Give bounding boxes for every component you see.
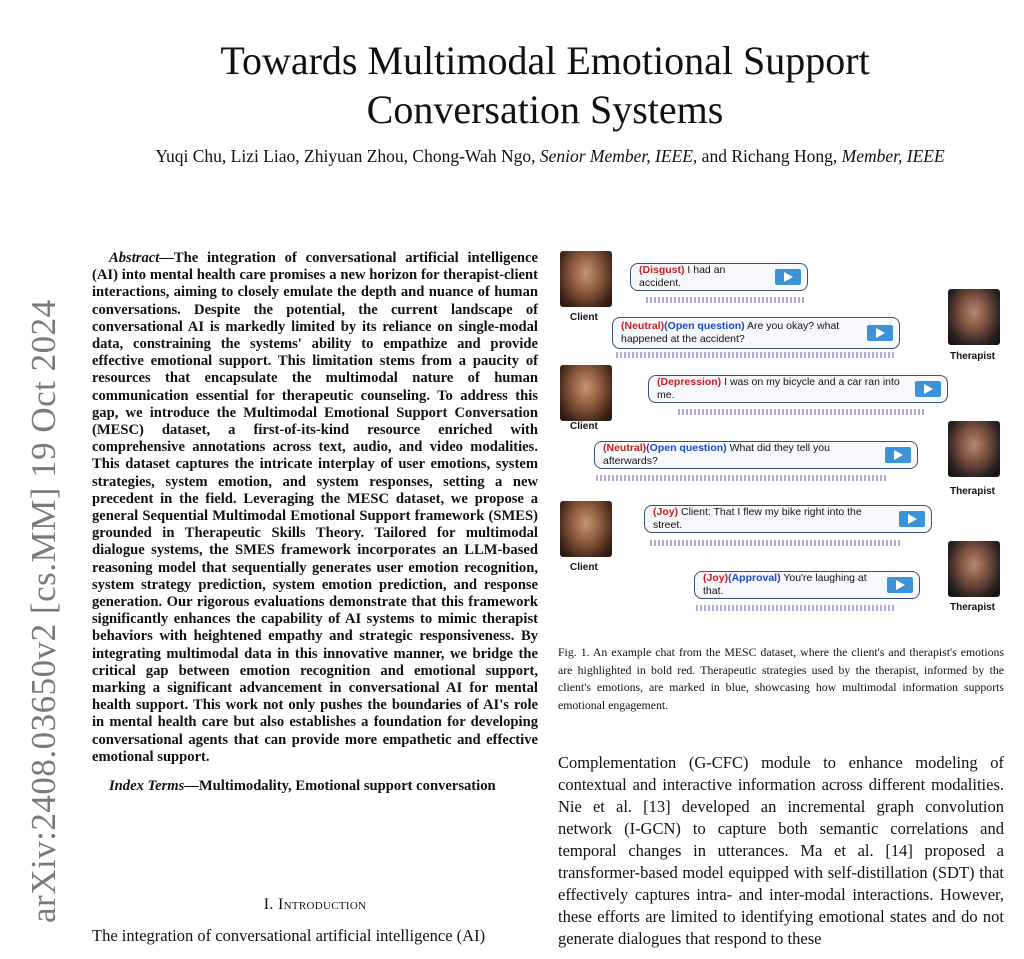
- emotion-tag: (Neutral): [621, 320, 665, 332]
- emotion-tag: (Neutral): [603, 442, 647, 454]
- title-line-1: Towards Multimodal Emotional Support: [220, 38, 870, 83]
- figure-caption: Fig. 1. An example chat from the MESC dataset, where the client's and therapist's emotions are highlighted in bold red. Therapeutic strategies used by the therapist, informed by the client's emotions, are marked in blue, showcasing how multimodal information supports emotional engagement.: [558, 645, 1004, 712]
- emotion-tag: (Joy): [703, 572, 729, 584]
- author-affiliation-1: Senior Member, IEEE,: [539, 146, 698, 166]
- section-title: Introduction: [277, 896, 367, 913]
- paper-title: [140, 36, 950, 134]
- intro-text: The integration of conversational artificial intelligence (AI): [92, 926, 486, 945]
- audio-waveform: [650, 540, 900, 546]
- author-names: Yuqi Chu, Lizi Liao, Zhiyuan Zhou, Chong-Wah Ngo,: [155, 146, 540, 166]
- chat-bubble: [648, 375, 948, 403]
- message-text: Client: That I flew my bike right into the street.: [653, 506, 862, 531]
- therapist-avatar: [948, 541, 1000, 597]
- client-avatar: [560, 365, 612, 421]
- emotion-tag: (Depression): [657, 376, 722, 388]
- index-terms: [92, 778, 538, 795]
- play-icon[interactable]: [887, 577, 913, 593]
- client-avatar: [560, 251, 612, 307]
- chat-bubble: [644, 505, 932, 533]
- index-terms-label: Index Terms: [109, 778, 185, 795]
- strategy-tag: (Open question): [646, 442, 727, 454]
- audio-waveform: [678, 409, 926, 415]
- body-text-right: Complementation (G-CFC) module to enhance modeling of contextual and interactive information across different modalities. Nie et al. [13] developed an incremental graph convolution network (I-GCN) to capture both semantic correlations and temporal changes in utterances. Ma et al. [14] proposed a transformer-based model equipped with self-distillation (SDT) that effectively captures intra- and inter-modal interactions. However, these efforts are limited to identifying emotional states and do not generate dialogues that respond to these: [558, 753, 1004, 948]
- therapist-avatar: [948, 421, 1000, 477]
- message-text: You're laughing at that.: [703, 572, 867, 597]
- chat-bubble: [630, 263, 808, 291]
- chat-bubble: [594, 441, 918, 469]
- message-text: I was on my bicycle and a car ran into me.: [657, 376, 900, 401]
- client-avatar: [560, 501, 612, 557]
- therapist-label: Therapist: [950, 602, 996, 613]
- message-text: What did they tell you afterwards?: [603, 442, 830, 467]
- play-icon[interactable]: [867, 325, 893, 341]
- message-text: Are you okay? what happened at the accident?: [621, 320, 840, 345]
- client-label: Client: [570, 312, 598, 323]
- author-list: [80, 146, 1020, 167]
- play-icon[interactable]: [899, 511, 925, 527]
- index-terms-text: —Multimodality, Emotional support conversation: [184, 778, 496, 795]
- audio-waveform: [696, 605, 896, 611]
- section-number: I.: [263, 896, 274, 913]
- emotion-tag: (Disgust): [639, 264, 685, 276]
- audio-waveform: [616, 352, 894, 358]
- author-last: and Richang Hong,: [697, 146, 842, 166]
- therapist-avatar: [948, 289, 1000, 345]
- therapist-label: Therapist: [950, 351, 996, 362]
- strategy-tag: (Open question): [664, 320, 745, 332]
- figure-1: [556, 245, 1012, 625]
- audio-waveform: [596, 475, 886, 481]
- title-line-2: Conversation Systems: [366, 87, 724, 132]
- client-label: Client: [570, 562, 598, 573]
- play-icon[interactable]: [775, 269, 801, 285]
- section-heading: [92, 896, 538, 914]
- message-text: I had an accident.: [639, 264, 726, 289]
- author-affiliation-2: Member, IEEE: [841, 146, 945, 166]
- abstract-text: —The integration of conversational artificial intelligence (AI) into mental health care promises a new horizon for therapist-client interactions, aiming to closely emulate the depth and nuance of human conversations. Despite the potential, the current landscape of conversational AI is markedly limited by its reliance on single-modal data, constraining the systems' ability to empathize and provide effective emotional support. This limitation stems from a paucity of resources that encapsulate the multimodal nature of human communication essential for therapeutic counseling. To address this gap, we introduce the Multimodal Emotional Support Conversation (MESC) dataset, a first-of-its-kind resource enriched with comprehensive annotations across text, audio, and video modalities. This dataset captures the intricate interplay of user emotions, system strategies, system emotion, and system responses, setting a new precedent in the field. Leveraging the MESC dataset, we propose a general Sequential Multimodal Emotional Support framework (SMES) grounded in Therapeutic Skills Theory. Tailored for multimodal dialogue systems, the SMES framework incorporates an LLM-based reasoning model that sequentially generates user emotion recognition, system strategy prediction, system emotion prediction, and response generation. Our rigorous evaluations demonstrate that this framework significantly enhances the capability of AI systems to mimic therapist behaviors with heightened empathy and strategic responsiveness. By integrating multimodal data in this innovative manner, we bridge the critical gap between emotion recognition and emotional support, marking a significant advancement in conversational AI for mental health support. This work not only pushes the boundaries of AI's role in mental health care but also establishes a foundation for developing conversational agents that can provide more empathetic and effective emotional support.: [92, 250, 538, 765]
- strategy-tag: (Approval): [728, 572, 781, 584]
- chat-bubble: [612, 317, 900, 349]
- arxiv-watermark: arXiv:2408.03650v2 [cs.MM] 19 Oct 2024: [24, 299, 63, 924]
- abstract-label: Abstract: [109, 250, 160, 266]
- left-column: [92, 250, 538, 795]
- emotion-tag: (Joy): [653, 506, 679, 518]
- chat-bubble: [694, 571, 920, 599]
- audio-waveform: [646, 297, 806, 303]
- play-icon[interactable]: [915, 381, 941, 397]
- client-label: Client: [570, 421, 598, 432]
- abstract: [92, 250, 538, 766]
- play-icon[interactable]: [885, 447, 911, 463]
- therapist-label: Therapist: [950, 486, 996, 497]
